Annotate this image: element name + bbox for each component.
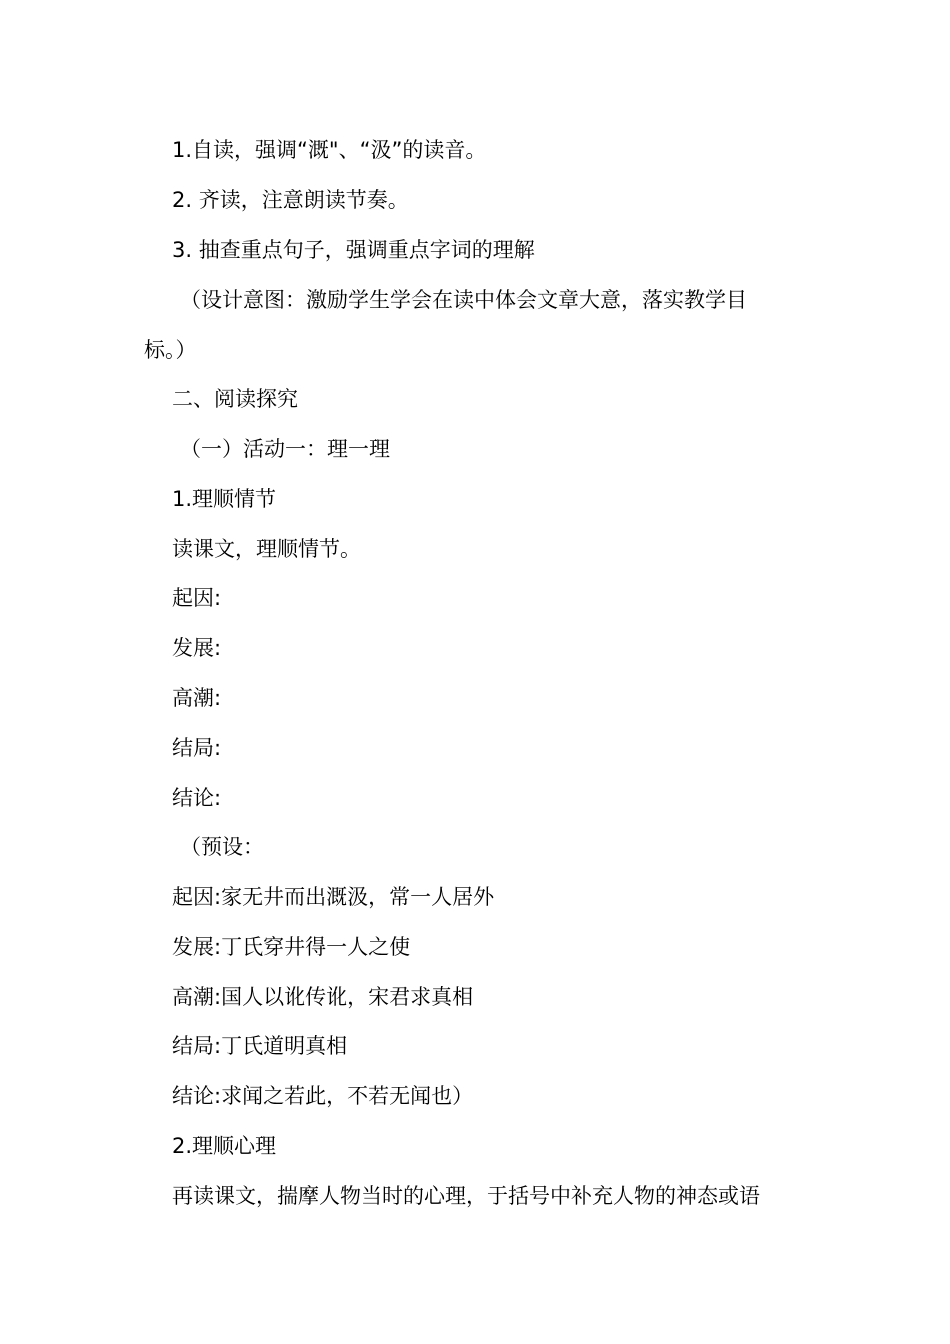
text-line-spot-check: 3. 抽查重点句子，强调重点字词的理解 — [172, 238, 535, 262]
text-line-read-alone: 1.自读，强调“溉"、“汲”的读音。 — [172, 138, 487, 162]
item-heading-psychology: 2.理顺心理 — [172, 1134, 277, 1158]
preset-cause: 起因:家无井而出溉汲，常一人居外 — [172, 885, 495, 909]
section-heading-reading-inquiry: 二、阅读探究 — [172, 387, 298, 411]
plot-label-cause: 起因: — [172, 586, 222, 610]
text-line-design-intent: （设计意图：激励学生学会在读中体会文章大意，落实教学目 — [180, 288, 747, 312]
preset-climax: 高潮:国人以讹传讹，宋君求真相 — [172, 985, 474, 1009]
plot-label-ending: 结局: — [172, 736, 222, 760]
item-heading-plot: 1.理顺情节 — [172, 487, 277, 511]
preset-conclusion: 结论:求闻之若此，不若无闻也） — [172, 1084, 474, 1108]
preset-ending: 结局:丁氏道明真相 — [172, 1034, 348, 1058]
plot-label-climax: 高潮: — [172, 686, 222, 710]
text-line-read-text: 读课文，理顺情节。 — [172, 537, 361, 561]
text-line-reread: 再读课文，揣摩人物当时的心理，于括号中补充人物的神态或语 — [172, 1184, 760, 1208]
plot-label-conclusion: 结论: — [172, 786, 222, 810]
text-line-preset: （预设： — [180, 835, 264, 859]
text-line-design-intent-cont: 标。） — [144, 338, 197, 362]
subsection-heading-activity-one: （一）活动一：理一理 — [180, 437, 390, 461]
text-line-read-together: 2. 齐读，注意朗读节奏。 — [172, 188, 409, 212]
preset-development: 发展:丁氏穿井得一人之使 — [172, 935, 411, 959]
plot-label-development: 发展: — [172, 636, 222, 660]
